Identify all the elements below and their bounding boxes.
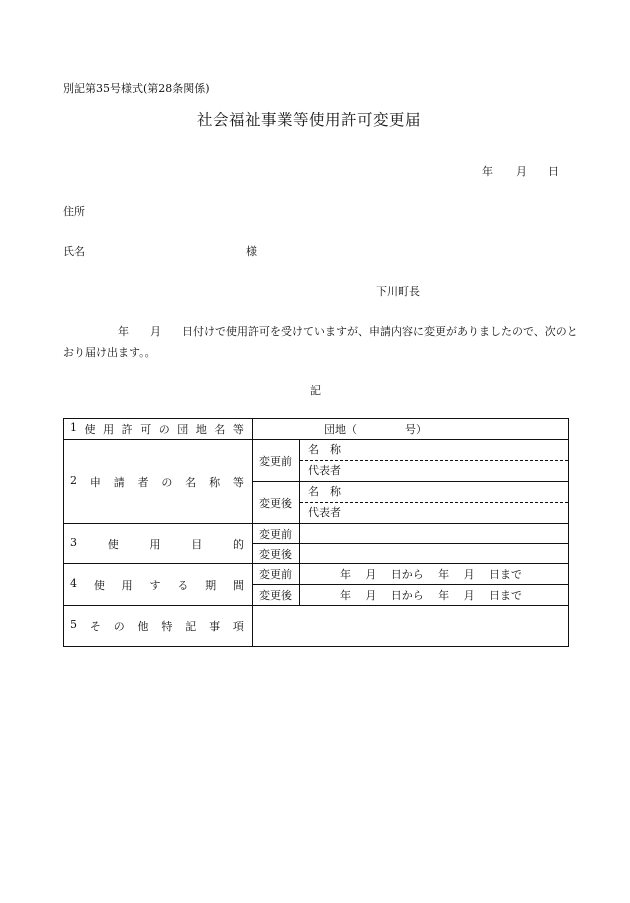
label-char: 使	[93, 578, 105, 592]
label-char: 者	[137, 475, 149, 489]
label-char: 記	[185, 620, 197, 633]
row4-label	[64, 564, 253, 606]
row1-label	[64, 419, 253, 440]
row2-after-label: 変更後	[253, 482, 300, 524]
date-day-label: 日	[548, 165, 559, 178]
label-char: 請	[113, 475, 125, 489]
label-char: の	[161, 475, 173, 489]
row3-after-value[interactable]	[300, 544, 569, 564]
label-char: 等	[232, 475, 244, 489]
label-char: 3	[70, 535, 77, 549]
table-row	[64, 419, 569, 440]
to-month: 月	[463, 589, 475, 602]
row2-before-label: 変更前	[253, 440, 300, 482]
to-day: 日まで	[488, 589, 522, 602]
label-char: 間	[232, 578, 244, 592]
label-char: 目	[191, 537, 203, 551]
label-char: そ	[89, 620, 101, 633]
label-char: 的	[233, 537, 244, 551]
label-char: 名	[214, 423, 226, 436]
label-char: 用	[149, 537, 161, 551]
from-day: 日から	[390, 568, 424, 581]
ki-heading: 記	[310, 384, 321, 397]
label-char: す	[149, 578, 161, 592]
label-char: 等	[232, 423, 244, 436]
meisho-after-label: 名 称	[308, 485, 341, 498]
label-char: 使	[107, 537, 119, 551]
honorific-sama: 様	[246, 245, 257, 258]
label-char: 称	[209, 475, 221, 489]
row4-before-label: 変更前	[253, 564, 300, 585]
label-char: る	[177, 578, 189, 592]
label-char: 1	[70, 421, 77, 434]
body-text-line1: 日付けで使用許可を受けていますが、申請内容に変更がありましたので、次のと	[182, 325, 578, 338]
body-year-label: 年	[118, 325, 129, 338]
daihyo-after-label: 代表者	[300, 502, 568, 523]
row3-before-label: 変更前	[253, 524, 300, 544]
table-row	[64, 440, 569, 482]
document-title: 社会福祉事業等使用許可変更届	[197, 111, 422, 129]
row3-label	[64, 524, 253, 564]
label-char: 項	[232, 620, 244, 633]
other-notes-value[interactable]	[253, 606, 569, 647]
body-month-label: 月	[150, 325, 161, 338]
table-row	[64, 524, 569, 544]
go-close-label: 号）	[405, 423, 427, 436]
row5-label	[64, 606, 253, 647]
date-year-label: 年	[482, 165, 493, 178]
label-char: 使	[84, 423, 96, 436]
label-char: 期	[205, 578, 217, 592]
name-label: 氏名	[63, 245, 85, 258]
label-char: の	[113, 620, 125, 633]
label-char: 他	[137, 620, 149, 633]
label-char: 可	[140, 423, 152, 436]
row2-label	[64, 440, 253, 524]
row3-after-label: 変更後	[253, 544, 300, 564]
change-details-table	[63, 418, 569, 647]
label-char: 5	[70, 618, 77, 631]
to-year: 年	[438, 568, 450, 581]
from-month: 月	[365, 589, 377, 602]
row4-before-period[interactable]	[300, 564, 569, 585]
label-char: 事	[209, 620, 221, 633]
to-month: 月	[463, 568, 475, 581]
row2-before-value[interactable]	[300, 440, 569, 482]
table-row	[64, 564, 569, 585]
row2-after-value[interactable]	[300, 482, 569, 524]
label-char: 許	[121, 423, 133, 436]
label-char: 名	[185, 475, 197, 489]
label-char: 地	[195, 423, 207, 436]
row4-after-label: 変更後	[253, 585, 300, 606]
row3-before-value[interactable]	[300, 524, 569, 544]
label-char: 団	[177, 423, 189, 436]
daihyo-before-label: 代表者	[300, 460, 568, 481]
danchi-open-label: 団地（	[324, 423, 357, 436]
label-char: 特	[161, 620, 173, 633]
from-year: 年	[340, 589, 351, 602]
form-number: 別記第35号様式(第28条関係)	[63, 82, 210, 95]
label-char: 4	[70, 576, 77, 590]
table-row	[64, 606, 569, 647]
from-year: 年	[340, 568, 351, 581]
label-char: 申	[89, 475, 101, 489]
from-month: 月	[365, 568, 377, 581]
date-month-label: 月	[516, 165, 527, 178]
address-label: 住所	[63, 205, 85, 218]
label-char: 用	[103, 423, 115, 436]
label-char: 用	[121, 578, 133, 592]
to-day: 日まで	[488, 568, 522, 581]
label-char: の	[158, 423, 170, 436]
addressee: 下川町長	[376, 285, 420, 298]
row4-after-period[interactable]	[300, 585, 569, 606]
label-char: 2	[70, 473, 77, 487]
body-text-line2: おり届け出ます。。	[63, 346, 156, 359]
meisho-before-label: 名 称	[308, 443, 341, 456]
danchi-name-cell[interactable]	[253, 419, 569, 440]
from-day: 日から	[390, 589, 424, 602]
to-year: 年	[438, 589, 450, 602]
